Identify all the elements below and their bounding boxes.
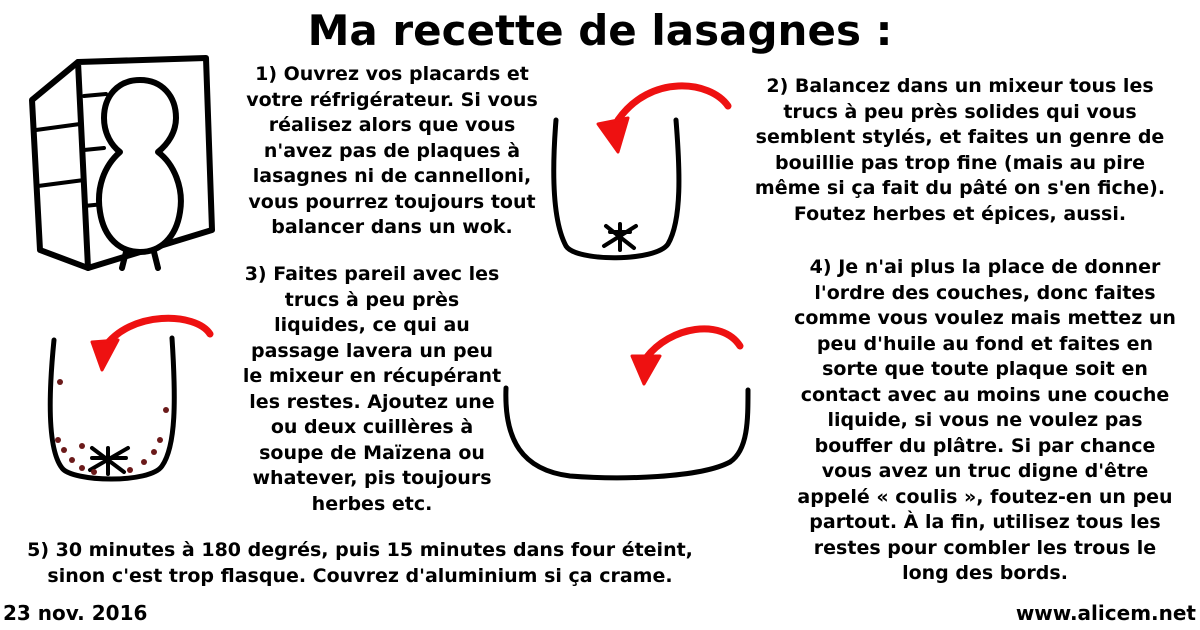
date-label: 23 nov. 2016 (3, 601, 148, 625)
step-1-text: 1) Ouvrez vos placards et votre réfrigérateur. Si vous réalisez alors que vous n'avez pas de plaques à lasagnes ni de cannelloni, vous pourrez toujours tout balancer dans un wok. (246, 63, 538, 238)
person-drawing (99, 80, 181, 268)
step-5-text: 5) 30 minutes à 180 degrés, puis 15 minutes dans four éteint, sinon c'est trop flasque. Couvrez d'aluminium si ça crame. (27, 539, 693, 587)
step-3-text: 3) Faites pareil avec les trucs à peu près liquides, ce qui au passage lavera un peu le mixeur en récupérant les restes. Ajoutez une ou deux cuillères à soupe de Maïzena ou whatever, pis toujours herbes etc. (242, 263, 502, 515)
blender-1-drawing (554, 86, 728, 258)
blender-2-drawing (50, 318, 210, 479)
step-2-text: 2) Balancez dans un mixeur tous les trucs à peu près solides qui vous semblent stylés, et faites un genre de bouillie pas trop fine (mais au pire même si ça fait du pâté on s'en fiche). Foutez herbes et épices, aussi. (754, 75, 1166, 225)
website-link[interactable]: www.alicem.net (1015, 601, 1196, 625)
wok-drawing (506, 329, 748, 478)
page-title: Ma recette de lasagnes : (307, 6, 893, 55)
step-4-text: 4) Je n'ai plus la place de donner l'ordre des couches, donc faites comme vous voulez mais mettez un peu d'huile au fond et faites en sorte que toute plaque soit en contact avec au moins une couche liquide, si vous ne voulez pas bouffer du plâtre. Si par chance vous avez un truc digne d'être appelé « coulis », foutez-en un peu partout. À la fin, utilisez tous les restes pour combler les trous le long des bords. (794, 256, 1176, 584)
